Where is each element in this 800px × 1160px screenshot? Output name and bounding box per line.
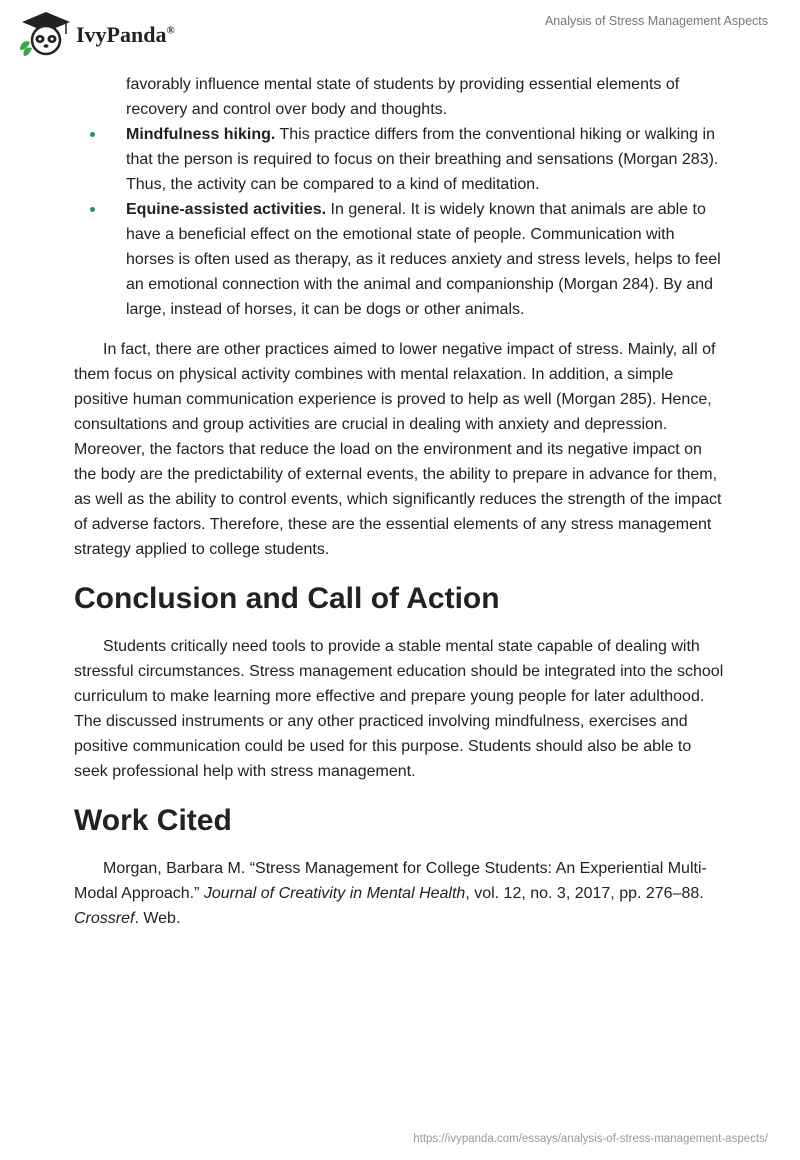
list-item bbox=[74, 197, 724, 322]
panda-icon bbox=[16, 10, 72, 56]
ivypanda-logo[interactable] bbox=[16, 10, 175, 56]
journal-title: Journal of Creativity in Mental Health bbox=[203, 885, 466, 902]
document-title: Analysis of Stress Management Aspects bbox=[544, 14, 768, 28]
list-item-title: Mindfulness hiking. bbox=[126, 126, 276, 143]
page-header bbox=[0, 0, 800, 70]
citation: Morgan, Barbara M. “Stress Management for College Students: An Experiential Multi-Modal Approach.” Journal of Creativity in Mental Health, vol. 12, no. 3, 2017, pp. 276–88. Crossref. Web. bbox=[74, 860, 707, 927]
bullet-icon bbox=[90, 132, 95, 137]
citation-source: Crossref bbox=[74, 910, 135, 927]
essay-body bbox=[74, 70, 724, 931]
list-item bbox=[74, 122, 724, 197]
paragraph-practices: In fact, there are other practices aimed to lower negative impact of stress. Mainly, all of them focus on physical activity combines with mental relaxation. In addition, a simple positive human communication experience is proved to help as well (Morgan 285). Hence, consultations and group activities are crucial in dealing with anxiety and depression. Moreover, the factors that reduce the load on the environment and its negative impact on the body are the predictability of external events, the ability to prepare in advance for them, as well as the ability to control events, which significantly reduces the strength of the impact of adverse factors. Therefore, these are the essential elements of any stress management strategy applied to college students. bbox=[74, 341, 722, 558]
intro-continuation: favorably influence mental state of students by providing essential elements of recovery and control over body and thoughts. bbox=[126, 76, 680, 118]
list-item-text: This practice differs from the conventional hiking or walking in that the person is required to focus on their breathing and sensations (Morgan 283). Thus, the activity can be compared to a kind of meditation. bbox=[126, 126, 719, 193]
works-cited-heading: Work Cited bbox=[74, 804, 232, 837]
conclusion-paragraph: Students critically need tools to provide a stable mental state capable of dealing with stressful circumstances. Stress management education should be integrated into the school curriculum to make learning more effective and prepare young people for later adulthood. The discussed instruments or any other practiced involving mindfulness, exercises and positive communication could be used for this purpose. Students should also be able to seek professional help with stress management. bbox=[74, 638, 724, 780]
list-item-text: In general. It is widely known that animals are able to have a beneficial effect on the emotional state of people. Communication with horses is often used as therapy, as it reduces anxiety and stress levels, helps to feel an emotional connection with the animal and companionship (Morgan 284). By and large, instead of horses, it can be dogs or other animals. bbox=[126, 201, 721, 318]
conclusion-heading: Conclusion and Call of Action bbox=[74, 582, 500, 615]
practices-list bbox=[74, 122, 724, 322]
source-url[interactable]: https://ivypanda.com/essays/analysis-of-stress-management-aspects/ bbox=[413, 1133, 768, 1145]
registered-mark: ® bbox=[166, 24, 175, 37]
list-item-title: Equine-assisted activities. bbox=[126, 201, 327, 218]
logo-text: IvyPanda® bbox=[76, 22, 175, 47]
bullet-icon bbox=[90, 207, 95, 212]
